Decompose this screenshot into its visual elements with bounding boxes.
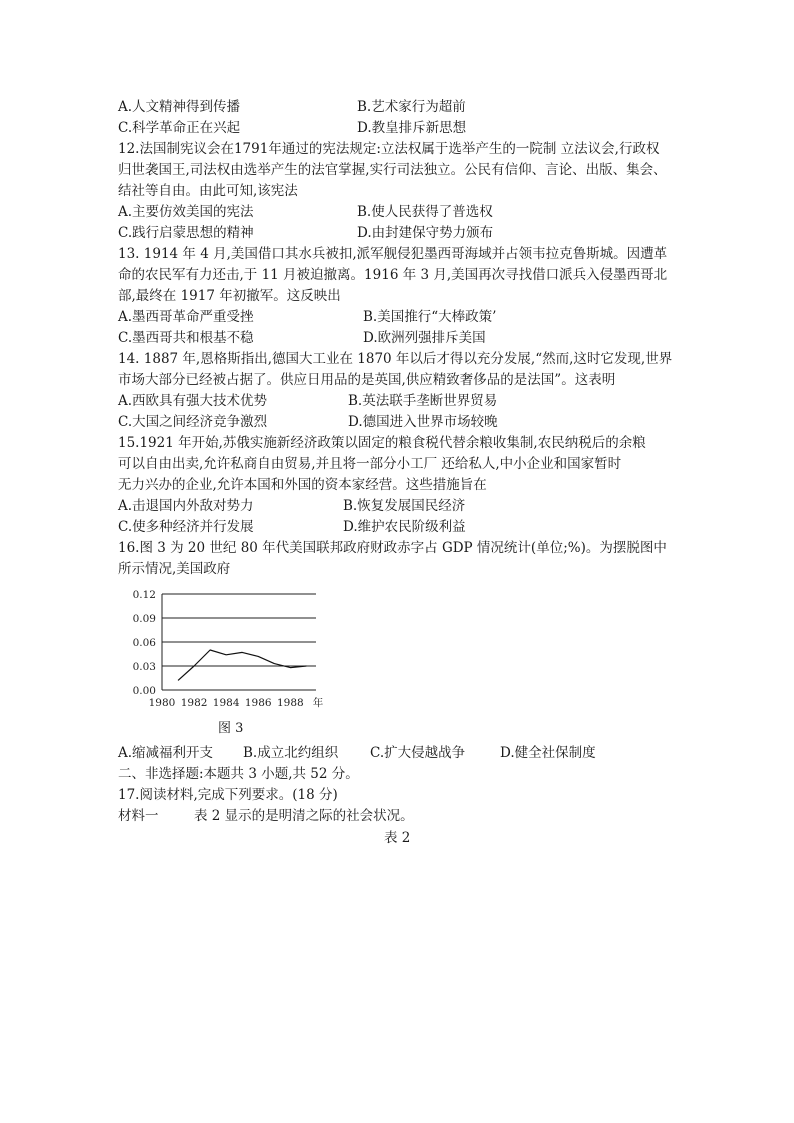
section-heading: 二、非选择题:本题共 3 小题,共 52 分。	[118, 766, 359, 782]
q16-option-c: C.扩大侵越战争	[370, 745, 466, 761]
q13-option-c: C.墨西哥共和根基不稳	[118, 330, 254, 346]
q15-option-b: B.恢复发展国民经济	[343, 498, 466, 514]
q13-stem-line-2: 命的农民军有力还击,于 11 月被迫撤离。1916 年 3 月,美国再次寻找借口派兵入侵墨西哥北	[118, 267, 668, 283]
y-tick-label: 0.12	[132, 589, 156, 601]
q15-option-c: C.使多种经济并行发展	[118, 519, 254, 535]
q12-option-c: C.践行启蒙思想的精神	[118, 225, 254, 241]
x-tick-label: 1982	[180, 697, 208, 709]
q15-option-d: D.维护农民阶级利益	[343, 519, 466, 535]
q15-stem-line-1: 15.1921 年开始,苏俄实施新经济政策以固定的粮食税代替余粮收集制,农民纳税后的余粮	[118, 435, 646, 451]
x-tick-label: 1988	[276, 697, 304, 709]
material-label: 材料一	[118, 808, 159, 824]
x-tick-label: 1986	[244, 697, 272, 709]
q13-option-b: B.美国推行“大棒政策’	[363, 309, 497, 325]
q12-option-a: A.主要仿效美国的宪法	[118, 204, 254, 220]
y-tick-label: 0.09	[132, 613, 156, 625]
figure-caption: 图 3	[218, 721, 244, 736]
q14-option-d: D.德国进入世界市场较晚	[348, 414, 498, 430]
q14-option-a: A.西欧具有强大技术优势	[118, 393, 268, 409]
x-tick-label: 1980	[148, 697, 176, 709]
q12-stem-line-1: 12.法国制宪议会在1791年通过的宪法规定:立法权属于选举产生的一院制 立法议会,行政权	[118, 141, 660, 157]
x-unit-label: 年	[312, 697, 324, 709]
q12-option-d: D.由封建保守势力颁布	[357, 225, 494, 241]
q16-option-a: A.缩减福利开支	[118, 745, 214, 761]
x-tick-label: 1984	[212, 697, 240, 709]
q14-option-c: C.大国之间经济竞争激烈	[118, 414, 268, 430]
table-caption: 表 2	[384, 830, 411, 846]
q14-stem-line-1: 14. 1887 年,恩格斯指出,德国大工业在 1870 年以后才得以充分发展,“然而,这时它发现,世界	[118, 351, 673, 367]
q11-option-c: C.科学革命正在兴起	[118, 120, 241, 136]
series-line	[178, 650, 306, 680]
q14-option-b: B.英法联手垄断世界贸易	[348, 393, 498, 409]
material-text: 表 2 显示的是明清之际的社会状况。	[194, 808, 414, 824]
q12-option-b: B.使人民获得了普选权	[357, 204, 493, 220]
q16-stem-line-2: 所示情况,美国政府	[118, 561, 231, 577]
q12-stem-line-3: 结社等自由。由此可知,该宪法	[118, 183, 298, 199]
q15-stem-line-2: 可以自由出卖,允许私商自由贸易,并且将一部分小工厂 还给私人,中小企业和国家暂时	[118, 456, 622, 472]
q13-stem-line-3: 部,最终在 1917 年初撤军。这反映出	[118, 288, 341, 304]
q11-option-b: B.艺术家行为超前	[357, 99, 466, 115]
q11-option-a: A.人文精神得到传播	[118, 99, 241, 115]
q12-stem-line-2: 归世袭国王,司法权由选举产生的法官掌握,实行司法独立。公民有信仰、言论、出版、集会、	[118, 162, 667, 178]
y-tick-label: 0.03	[132, 661, 156, 673]
q16-option-b: B.成立北约组织	[243, 745, 339, 761]
deficit-chart-svg	[118, 582, 333, 712]
deficit-chart	[118, 582, 333, 712]
y-tick-label: 0.00	[132, 685, 156, 697]
y-tick-label: 0.06	[132, 637, 156, 649]
q13-option-d: D.欧洲列强排斥美国	[363, 330, 486, 346]
q13-option-a: A.墨西哥革命严重受挫	[118, 309, 254, 325]
q16-stem-line-1: 16.图 3 为 20 世纪 80 年代美国联邦政府财政赤字占 GDP 情况统计(单位;%)。为摆脱图中	[118, 540, 667, 556]
q14-stem-line-2: 市场大部分已经被占据了。供应日用品的是英国,供应精致奢侈品的是法国”。这表明	[118, 372, 616, 388]
q15-option-a: A.击退国内外敌对势力	[118, 498, 254, 514]
q11-option-d: D.教皇排斥新思想	[357, 120, 467, 136]
q15-stem-line-3: 无力兴办的企业,允许本国和外国的资本家经营。这些措施旨在	[118, 477, 487, 493]
q16-option-d: D.健全社保制度	[500, 745, 596, 761]
q17-stem: 17.阅读材料,完成下列要求。(18 分)	[118, 787, 338, 803]
q13-stem-line-1: 13. 1914 年 4 月,美国借口其水兵被扣,派军舰侵犯墨西哥海域并占领韦拉克鲁斯城。因遭革	[118, 246, 668, 262]
